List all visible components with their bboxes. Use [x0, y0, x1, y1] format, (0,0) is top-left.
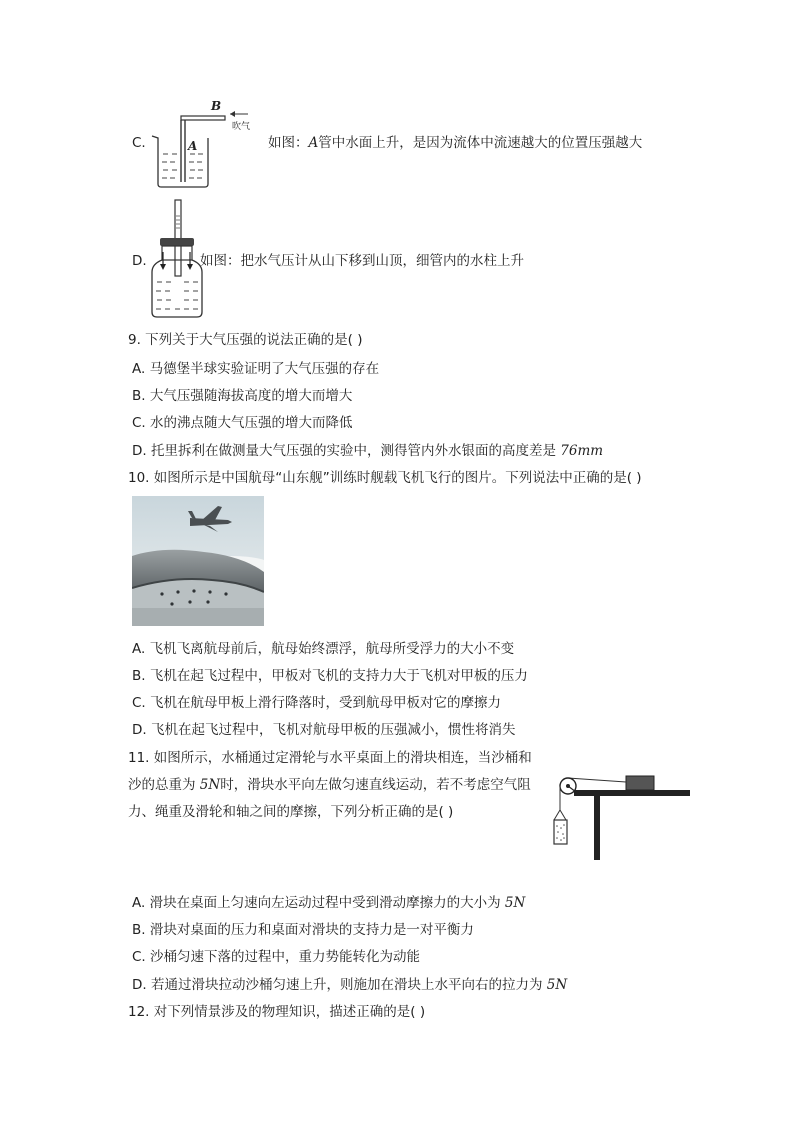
q11-option-b: B. 滑块对桌面的压力和桌面对滑块的支持力是一对平衡力	[132, 922, 474, 938]
q10-option-a: A. 飞机飞离航母前后，航母始终漂浮，航母所受浮力的大小不变	[132, 641, 515, 657]
q9-option-d	[132, 442, 603, 460]
q10-option-d: D. 飞机在起飞过程中，飞机对航母甲板的压强减小，惯性将消失	[132, 722, 516, 738]
q9-option-d-value: 76	[560, 443, 578, 459]
q11-option-a-value: 5	[504, 895, 514, 911]
option-c-text-pre: 如图：	[268, 135, 309, 151]
q11-option-a	[132, 894, 525, 912]
q11-option-d-pre: D. 若通过滑块拉动沙桶匀速上升，则施加在滑块上水平向右的拉力为	[132, 977, 547, 993]
q9-stem: 9. 下列关于大气压强的说法正确的是( )	[128, 332, 363, 348]
option-d-label: D.	[132, 253, 147, 269]
fig-c-label-blow: 吹气	[232, 122, 251, 132]
q10-option-c: C. 飞机在航母甲板上滑行降落时，受到航母甲板对它的摩擦力	[132, 695, 502, 711]
q11-stem-line1: 11. 如图所示，水桶通过定滑轮与水平桌面上的滑块相连，当沙桶和	[128, 750, 532, 766]
q9-option-d-unit: mm	[577, 443, 604, 459]
q9-option-d-pre: D. 托里拆利在做测量大气压强的实验中，测得管内外水银面的高度差是	[132, 443, 561, 459]
aircraft-carrier-photo	[132, 496, 264, 626]
q10-option-b: B. 飞机在起飞过程中，甲板对飞机的支持力大于飞机对甲板的压力	[132, 668, 528, 684]
barometer-bottle-figure	[148, 198, 204, 320]
q11-line2-post: 时，滑块水平向左做匀速直线运动，若不考虑空气阻	[220, 777, 531, 793]
q9-option-a: A. 马德堡半球实验证明了大气压强的存在	[132, 361, 380, 377]
pulley-table-figure	[552, 768, 692, 864]
option-c-text-var: A	[308, 135, 319, 151]
q11-option-d-unit: N	[555, 977, 568, 993]
q9-option-b: B. 大气压强随海拔高度的增大而增大	[132, 388, 353, 404]
beaker-blow-figure	[148, 98, 266, 190]
q11-stem-line3: 力、绳重及滑轮和轴之间的摩擦，下列分析正确的是( )	[128, 804, 454, 820]
q11-line2-unit: N	[208, 777, 221, 793]
q11-line2-pre: 沙的总重为	[128, 777, 200, 793]
q9-option-c: C. 水的沸点随大气压强的增大而降低	[132, 415, 353, 431]
option-c-label: C.	[132, 135, 146, 151]
fig-c-label-a: A	[188, 139, 198, 153]
option-c-text	[268, 134, 642, 152]
q10-stem: 10. 如图所示是中国航母“山东舰”训练时舰载飞机飞行的图片。下列说法中正确的是( )	[128, 470, 642, 486]
q11-option-a-pre: A. 滑块在桌面上匀速向左运动过程中受到滑动摩擦力的大小为	[132, 895, 505, 911]
q11-line2-value: 5	[199, 777, 209, 793]
q11-option-a-unit: N	[513, 895, 526, 911]
option-c-text-post: 管中水面上升，是因为流体中流速越大的位置压强越大	[318, 135, 643, 151]
fig-c-label-b: B	[211, 99, 222, 113]
q11-option-d	[132, 976, 567, 994]
q11-option-d-value: 5	[546, 977, 556, 993]
option-d-text: 如图：把水气压计从山下移到山顶，细管内的水柱上升	[200, 253, 524, 269]
q12-stem: 12. 对下列情景涉及的物理知识，描述正确的是( )	[128, 1004, 426, 1020]
q11-stem-line2	[128, 776, 531, 794]
q11-option-c: C. 沙桶匀速下落的过程中，重力势能转化为动能	[132, 949, 421, 965]
